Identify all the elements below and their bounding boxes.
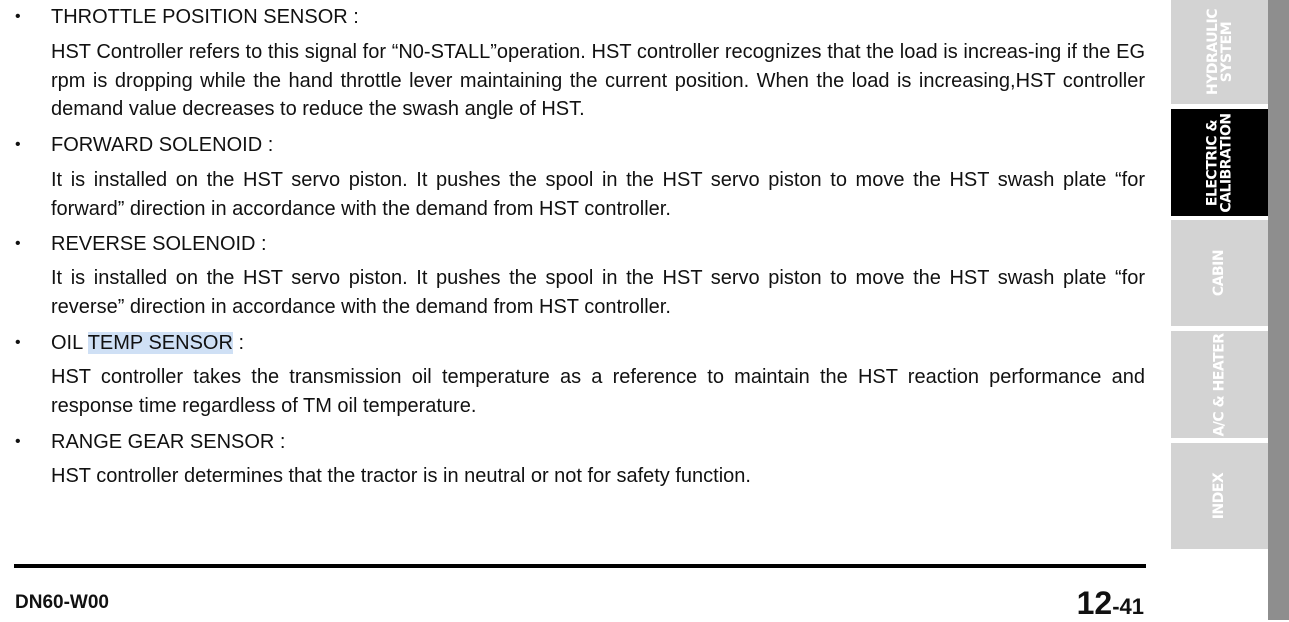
page-number [1077, 585, 1144, 622]
page-number-major: 12 [1076, 585, 1113, 621]
bullet: • [15, 136, 21, 153]
item-body-range-gear-sensor: HST controller determines that the tractor is in neutral or not for safety function. [51, 465, 751, 487]
item-title-range-gear-sensor: RANGE GEAR SENSOR : [51, 431, 286, 453]
scrollbar[interactable] [1268, 0, 1289, 620]
selected-text-highlight[interactable]: TEMP SENSOR [87, 332, 233, 354]
item-body-throttle-position-sensor: HST Controller refers to this signal for “N0-STALL”operation. HST controller recognizes that the load is increas-ing if the EG rpm is dropping while the hand throttle lever maintaining the current position. When the load is increasing,HST controller demand value decreases to reduce the swash angle of HST. [51, 41, 1145, 120]
title-post: : [232, 332, 245, 354]
bullet: • [15, 334, 21, 351]
item-body-reverse-solenoid: It is installed on the HST servo piston. It pushes the spool in the HST servo piston to move the HST swash plate “for reverse” direction in accordance with the demand from HST controller. [51, 267, 1145, 318]
bullet: • [15, 8, 21, 25]
tab-ac-heater[interactable] [1171, 331, 1268, 438]
tab-cabin[interactable] [1171, 220, 1268, 326]
bullet: • [15, 433, 21, 450]
page-number-minor: -41 [1112, 594, 1144, 619]
chapter-tab-sidebar [1171, 0, 1268, 620]
tab-label: ELECTRIC & CALIBRATION [1204, 112, 1235, 213]
tab-electric-calibration[interactable] [1171, 109, 1268, 216]
tab-label: INDEX [1211, 472, 1228, 520]
item-title-throttle-position-sensor: THROTTLE POSITION SENSOR : [51, 6, 359, 28]
tab-label: HYDRAULIC SYSTEM [1204, 9, 1235, 95]
tab-label: CABIN [1211, 249, 1228, 297]
item-body-forward-solenoid: It is installed on the HST servo piston. It pushes the spool in the HST servo piston to move the HST swash plate “for forward” direction in accordance with the demand from HST controller. [51, 169, 1145, 220]
tab-label: A/C & HEATER [1211, 332, 1228, 437]
item-body-oil-temp-sensor: HST controller takes the transmission oil temperature as a reference to maintain the HST reaction performance and response time regardless of TM oil temperature. [51, 366, 1145, 417]
bullet: • [15, 235, 21, 252]
title-pre: OIL [51, 332, 88, 354]
item-title-oil-temp-sensor [51, 331, 244, 355]
tab-hydraulic-system[interactable] [1171, 0, 1268, 104]
document-code: DN60-W00 [15, 592, 109, 613]
footer-divider [14, 564, 1146, 568]
tab-index[interactable] [1171, 443, 1268, 549]
item-title-forward-solenoid: FORWARD SOLENOID : [51, 134, 274, 156]
item-title-reverse-solenoid: REVERSE SOLENOID : [51, 233, 267, 255]
